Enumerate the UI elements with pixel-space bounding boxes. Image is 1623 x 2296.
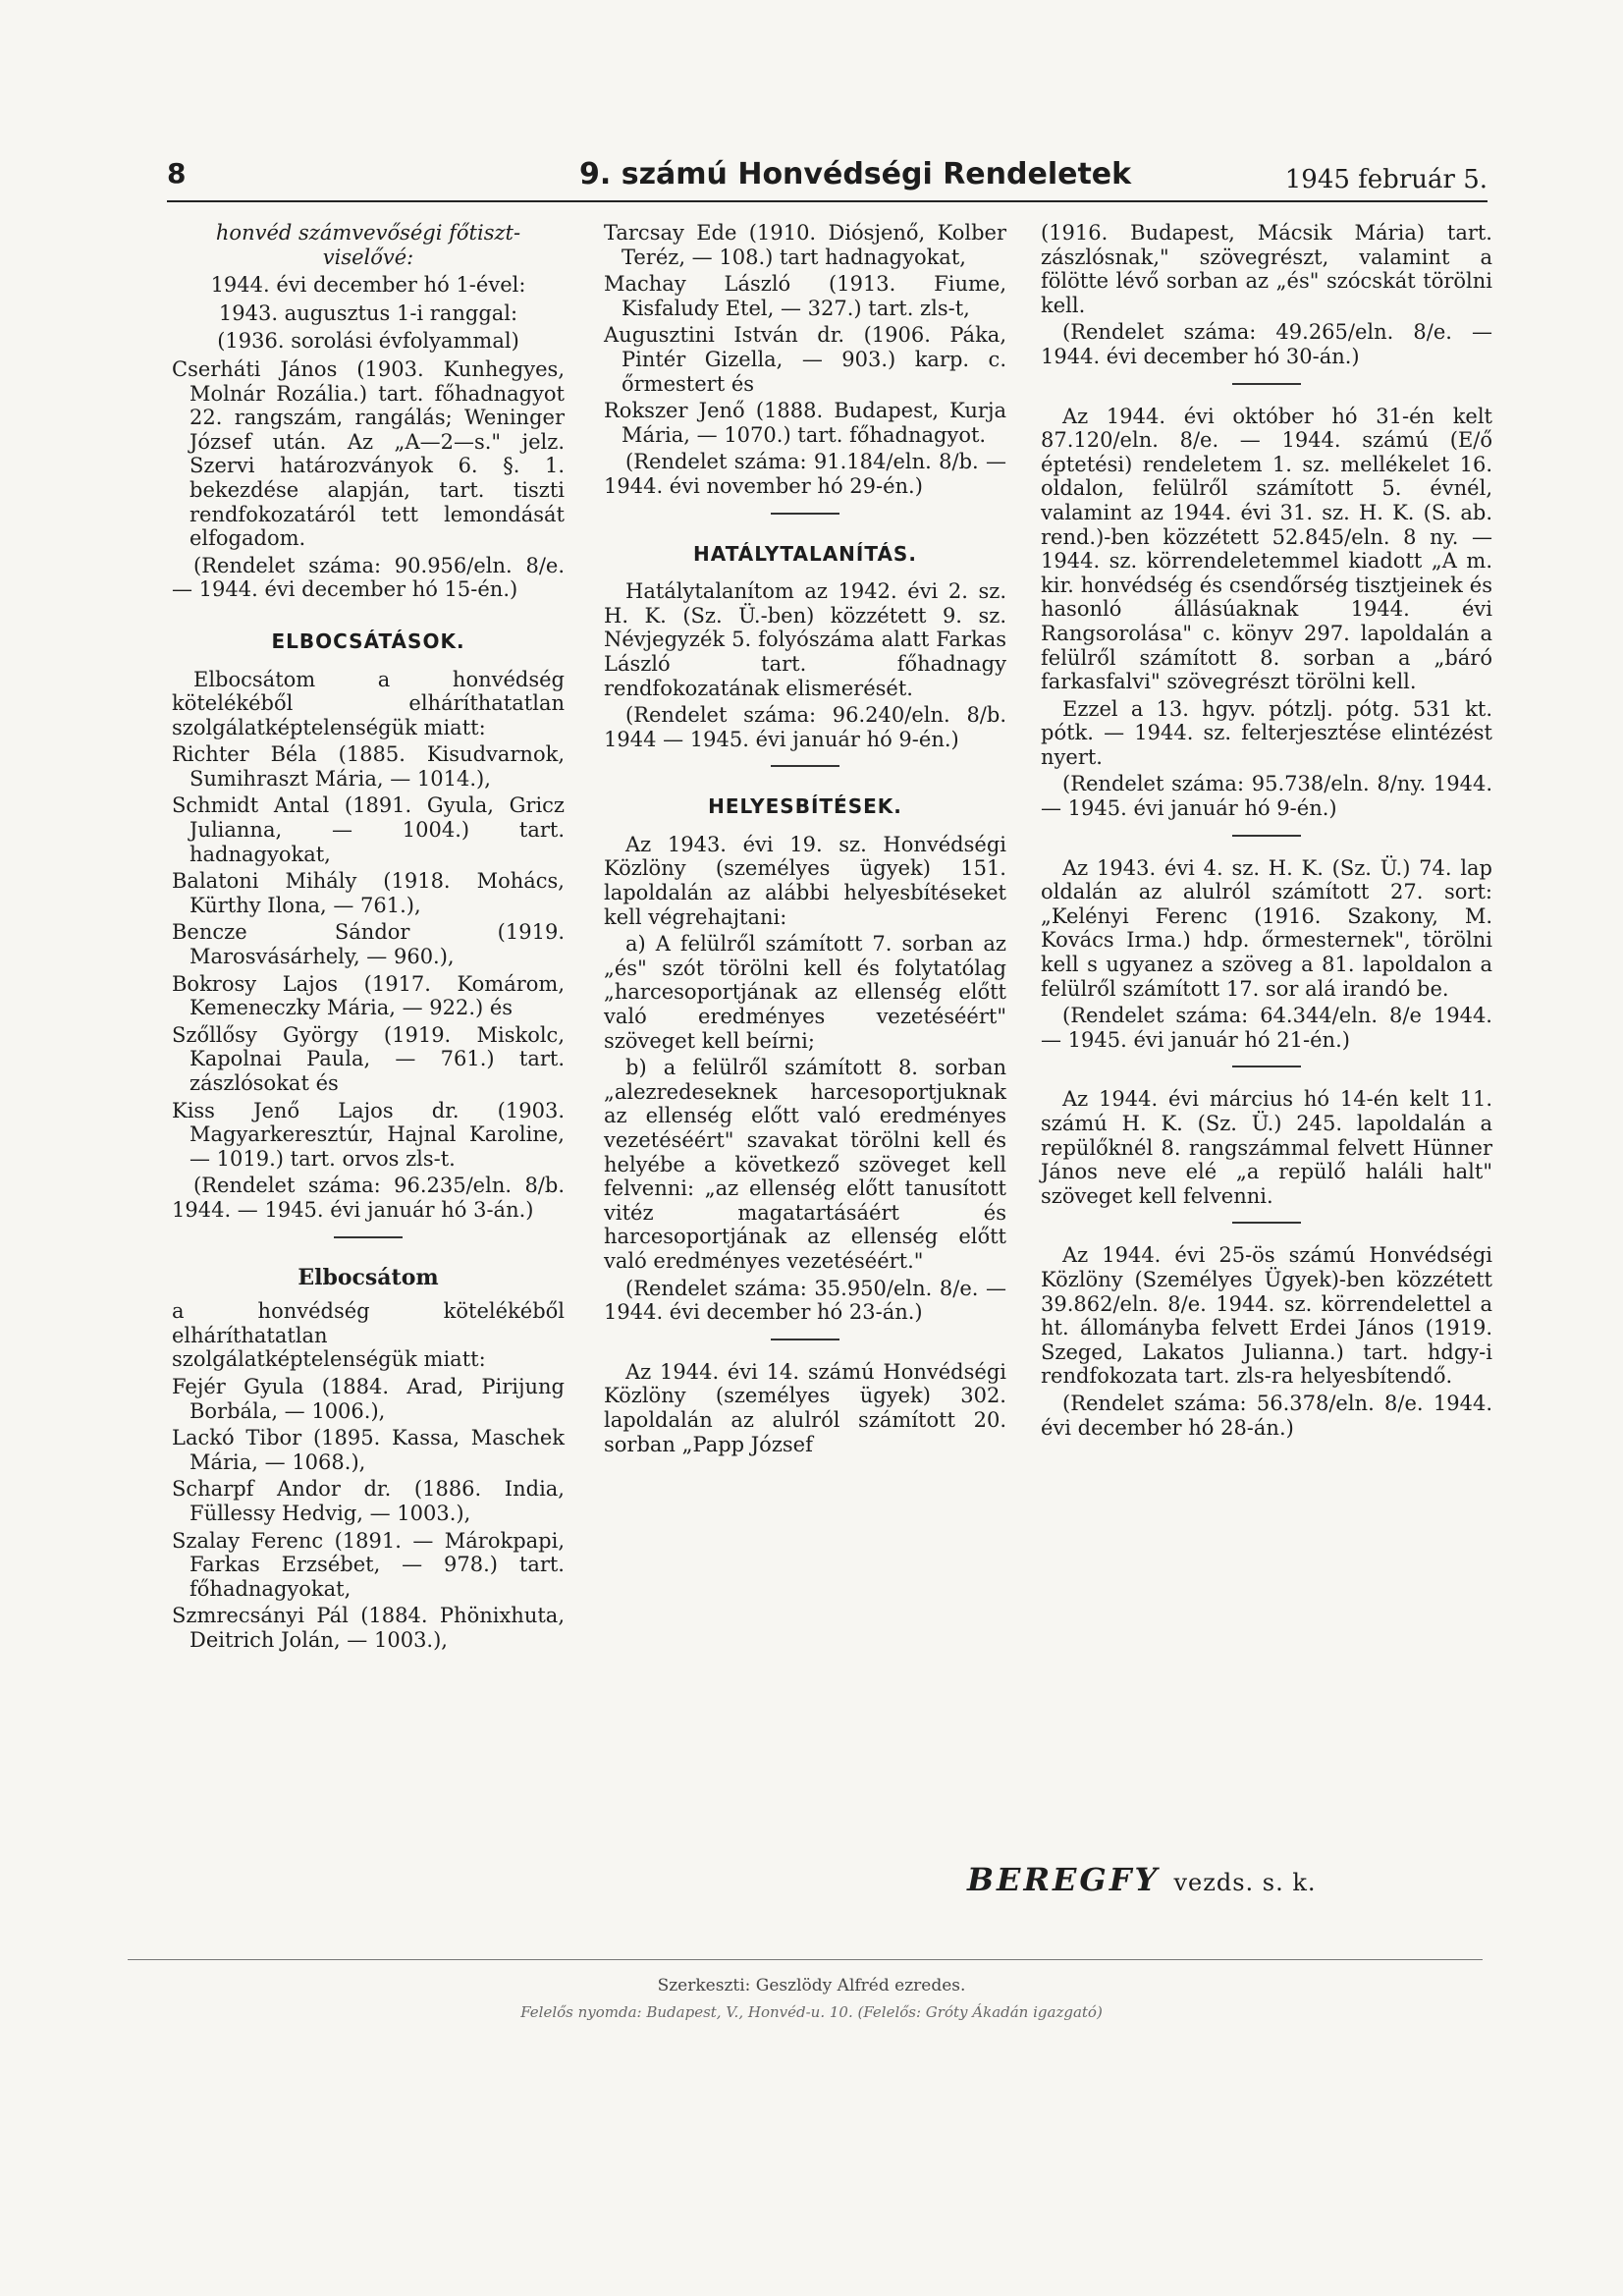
correction2-text: Az 1944. évi 14. számú Honvédségi Közlöny (személyes ügyek) 302. lapoldalán az alulról számított 20. sorban „Papp József — [604, 1359, 1006, 1456]
gazette-title: 9. számú Honvédségi Rendeletek — [579, 157, 1132, 191]
dismissal2-entry: Szalay Ferenc (1891. — Márokpapi, Farkas Erzsébet, — 978.) tart. főhadnagyokat, — [172, 1528, 565, 1601]
section-divider — [334, 1236, 403, 1238]
correction3-note: Ezzel a 13. hgyv. pótzlj. pótg. 531 kt. pótk. — 1944. sz. felterjesztése elintézést nyert. — [1041, 696, 1492, 769]
section-divider — [1232, 835, 1301, 837]
dismissal-entry: Bencze Sándor (1919. Marosvásárhely, — 960.), — [172, 920, 565, 969]
dismissal-entry: Richter Béla (1885. Kisudvarnok, Sumihraszt Mária, — 1014.), — [172, 742, 565, 791]
issue-date: 1945 február 5. — [1284, 165, 1488, 194]
revocation-text: Hatálytalanítom az 1942. évi 2. sz. H. K. (Sz. Ü.-ben) közzétett 9. sz. Névjegyzék 5. folyószáma alatt Farkas László tart. főhadnagy rendfokozatának elismerését. — [604, 579, 1006, 700]
section-divider — [1232, 383, 1301, 385]
revocation-heading: HATÁLYTALANÍTÁS. — [693, 541, 917, 566]
footer-publisher: Felelős nyomda: Budapest, V., Honvéd-u. 10. (Felelős: Gróty Ákadán igazgató) — [520, 2003, 1103, 2021]
column-1 — [172, 221, 565, 1655]
correction6-decree: (Rendelet száma: 56.378/eln. 8/e. 1944. évi december hó 28-án.) — [1041, 1391, 1492, 1440]
promotion-heading: honvéd számvevőségi főtiszt-viselővé: — [215, 221, 521, 269]
dismissal-entry: Schmidt Antal (1891. Gyula, Gricz Julianna, — 1004.) tart. hadnagyokat, — [172, 793, 565, 866]
dismissal-entry: Balatoni Mihály (1918. Mohács, Kürthy Ilona, — 761.), — [172, 869, 565, 917]
signature-name: BEREGFY — [967, 1861, 1161, 1898]
dismissal2-entry: Lackó Tibor (1895. Kassa, Maschek Mária, — 1068.), — [172, 1426, 565, 1474]
correction2-continued: (1916. Budapest, Mácsik Mária) tart. zászlósnak," szövegrészt, valamint a fölötte lévő sorban az „és" szócskát törölni kell. — [1041, 221, 1492, 317]
dismissal2-entry: Machay László (1913. Fiume, Kisfaludy Etel, — 327.) tart. zls-t, — [604, 272, 1006, 320]
dismissal2-entry: Rokszer Jenő (1888. Budapest, Kurja Mária, — 1070.) tart. főhadnagyot. — [604, 399, 1006, 447]
section-divider — [771, 765, 839, 767]
page-header — [167, 157, 1488, 200]
header-rule — [167, 200, 1488, 202]
dismissal2-entry: Fejér Gyula (1884. Arad, Pirijung Borbála, — 1006.), — [172, 1374, 565, 1423]
promotion-decree: (Rendelet száma: 90.956/eln. 8/e. — 1944. évi december hó 15-én.) — [172, 553, 565, 602]
promotion-date: 1944. évi december hó 1-ével: — [210, 273, 526, 298]
promotion-entry: Cserháti János (1903. Kunhegyes, Molnár Rozália.) tart. főhadnagyot 22. rangszám, rangálás; Weninger József után. Az „A—2—s." jelz. Szervi határozványok 6. §. 1. bekezdése alapján, tart. tiszti rendfokozatáról tett lemondását elfogadom. — [172, 356, 565, 551]
dismissal-entry: Bokrosy Lajos (1917. Komárom, Kemeneczky Mária, — 922.) és — [172, 971, 565, 1020]
section-divider — [771, 1339, 839, 1340]
dismissals-intro: Elbocsátom a honvédség kötelékéből elháríthatatlan szolgálatképtelenségük miatt: — [172, 667, 565, 739]
dismissal-entry: Kiss Jenő Lajos dr. (1903. Magyarkeresztúr, Hajnal Karoline, — 1019.) tart. orvos zls-t. — [172, 1098, 565, 1171]
correction4-text: Az 1943. évi 4. sz. H. K. (Sz. Ü.) 74. lap oldalán az alulról számított 27. sort: „Kelényi Ferenc (1916. Szakony, M. Kovács Irma.) hdp. őrmesternek", törölni kell s ugyanez a szöveg a 81. lapoldalon a felülről számított 17. sor alá irandó be. — [1041, 855, 1492, 1001]
promotion-class: (1936. sorolási évfolyammal) — [217, 329, 519, 354]
revocation-decree: (Rendelet száma: 96.240/eln. 8/b. 1944 — 1945. évi január hó 9-én.) — [604, 703, 1006, 751]
correction6-text: Az 1944. évi 25-ös számú Honvédségi Közlöny (Személyes Ügyek)-ben közzétett 39.862/eln. 8/e. 1944. sz. körrendelettel a ht. állományba felvett Erdei János (1919. Szeged, Lakatos Julianna.) tart. hdgy-i rendfokozata tart. zls-ra helyesbítendő. — [1041, 1243, 1492, 1389]
section-divider — [771, 513, 839, 515]
correction3-text: Az 1944. évi október hó 31-én kelt 87.120/eln. 8/e. — 1944. számú (E/ő éptetési) rendeletem 1. sz. mellékelet 16. oldalon, felülről számított 5. évnél, valamint az 1944. évi 31. sz. H. K. (S. ab. rend.)-ben közzétett 52.845/eln. 8 ny. — 1944. sz. körrendeletemmel kiadott „A m. kir. honvédség és csendőrség tisztjeinek és hasonló állásúaknak 1944. évi Rangsorolása" c. könyv 297. lapoldalán a felülről számított 8. sorban a „báró farkasfalvi" szövegrészt törölni kell. — [1041, 404, 1492, 694]
dismissal2-entry: Szmrecsányi Pál (1884. Phönixhuta, Deitrich Jolán, — 1003.), — [172, 1604, 565, 1652]
signature-rank: vezds. s. k. — [1173, 1869, 1317, 1896]
column-3 — [1041, 221, 1492, 1443]
correction3-decree: (Rendelet száma: 95.738/eln. 8/ny. 1944. — 1945. évi január hó 9-én.) — [1041, 772, 1492, 821]
dismissals2-decree: (Rendelet száma: 91.184/eln. 8/b. — 1944. évi november hó 29-én.) — [604, 450, 1006, 498]
page-number: 8 — [167, 157, 187, 190]
section-divider — [1232, 1066, 1301, 1067]
footer-rule — [128, 1959, 1483, 1960]
correction4-decree: (Rendelet száma: 64.344/eln. 8/e 1944. — 1945. évi január hó 21-én.) — [1041, 1004, 1492, 1052]
correction-item-a: a) A felülről számított 7. sorban az „és" szót törölni kell és folytatólag „harcesoportjának az ellenség előtt való eredményes vezetéséért" szöveget kell beírni; — [604, 932, 1006, 1053]
correction2-decree: (Rendelet száma: 49.265/eln. 8/e. — 1944. évi december hó 30-án.) — [1041, 320, 1492, 368]
dismissals2-intro: a honvédség kötelékéből elháríthatatlan szolgálatképtelenségük miatt: — [172, 1299, 565, 1372]
dismissal2-entry: Scharpf Andor dr. (1886. India, Füllessy Hedvig, — 1003.), — [172, 1477, 565, 1525]
dismissals2-heading: Elbocsátom — [298, 1264, 439, 1290]
dismissal2-entry: Tarcsay Ede (1910. Diósjenő, Kolber Teréz, — 108.) tart hadnagyokat, — [604, 221, 1006, 269]
corrections-intro: Az 1943. évi 19. sz. Honvédségi Közlöny (személyes ügyek) 151. lapoldalán az alábbi helyesbítéseket kell végrehajtani: — [604, 832, 1006, 929]
section-divider — [1232, 1222, 1301, 1224]
signature — [967, 1861, 1317, 1898]
dismissals-heading: ELBOCSÁTÁSOK. — [271, 629, 465, 653]
column-2 — [604, 221, 1006, 1459]
corrections-decree: (Rendelet száma: 35.950/eln. 8/e. — 1944. évi december hó 23-án.) — [604, 1276, 1006, 1325]
dismissal-entry: Szőllősy György (1919. Miskolc, Kapolnai Paula, — 761.) tart. zászlósokat és — [172, 1022, 565, 1095]
dismissals-decree: (Rendelet száma: 96.235/eln. 8/b. 1944. — 1945. évi január hó 3-án.) — [172, 1174, 565, 1222]
correction5-text: Az 1944. évi március hó 14-én kelt 11. számú H. K. (Sz. Ü.) 245. lapoldalán a repülőknél 8. rangszámmal felvett Hünner János neve elé „a repülő haláli halt" szöveget kell felvenni. — [1041, 1087, 1492, 1208]
corrections-heading: HELYESBÍTÉSEK. — [708, 794, 902, 819]
promotion-rank: 1943. augusztus 1-i ranggal: — [218, 301, 518, 325]
dismissal2-entry: Augusztini István dr. (1906. Páka, Pintér Gizella, — 903.) karp. c. őrmestert és — [604, 323, 1006, 396]
correction-item-b: b) a felülről számított 8. sorban „alezredeseknek harcesoportjuknak az ellenség előtt való eredményes vezetéséért" szavakat törölni kell és helyébe a következő szöveget kell felvenni: „az ellenség előtt tanusított vitéz magatartásáért és harcesoportjának az ellenség előtt való eredményes vezetéséért." — [604, 1056, 1006, 1273]
footer-editor: Szerkeszti: Geszlödy Alfréd ezredes. — [657, 1976, 966, 1995]
